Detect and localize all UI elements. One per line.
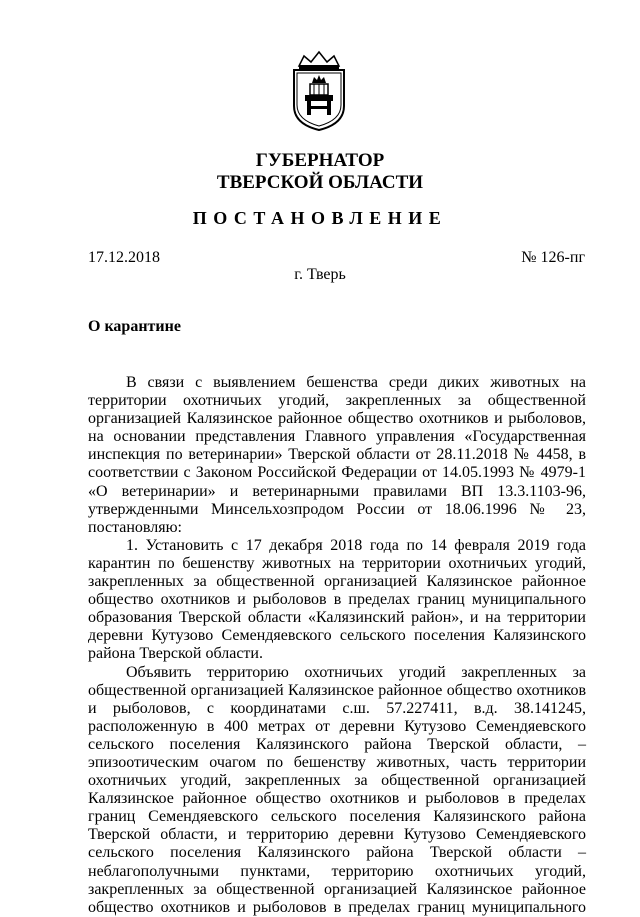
document-city: г. Тверь [294,266,346,283]
coat-of-arms-icon [290,50,348,132]
document-number: № 126-пг [521,249,585,266]
paragraph-item-1: 1. Установить с 17 декабря 2018 года по 14 февраля 2019 года карантин по бешенству животных на территории охотничьих угодий, закрепленных за общественной организацией Калязинское районное общество охотников и рыболовов в пределах границ муниципального образования Тверской области «Калязинский район», и на территории деревни Кутузово Семендяевского сельского поселения Калязинского района Тверской области. [88,536,586,663]
document-type: ПОСТАНОВЛЕНИЕ [192,208,448,228]
issuer-title: ГУБЕРНАТОР [255,150,385,171]
document-subject: О карантине [88,318,181,335]
paragraph-declare: Объявить территорию охотничьих угодий закрепленных за общественной организацией Калязинское районное общество охотников и рыболовов, с координатами с.ш. 57.227411, в.д. 38.141245, расположенную в 400 метрах от деревни Кутузово Семендяевского сельского поселения Калязинского района Тверской области, – эпизоотическим очагом по бешенству животных, часть территории охотничьих угодий, закрепленных за общественной организацией Калязинское районное общество охотников и рыболовов в пределах границ Семендяевского сельского поселения Калязинского района Тверской области, и территорию деревни Кутузово Семендяевского сельского поселения Калязинского района Тверской области – неблагополучными пунктами, территорию охотничьих угодий, закрепленных за общественной организацией Калязинское районное общество охотников и рыболовов в пределах границ муниципального [88,663,586,916]
document-body [88,374,586,917]
issuer-region: ТВЕРСКОЙ ОБЛАСТИ [216,172,424,193]
document-date: 17.12.2018 [88,249,160,266]
paragraph-preamble: В связи с выявлением бешенства среди диких животных на территории охотничьих угодий, закрепленных за общественной организацией Калязинское районное общество охотников и рыболовов, на основании представления Главного управления «Государственная инспекция по ветеринарии» Тверской области от 28.11.2018 № 4458, в соответствии с Законом Российской Федерации от 14.05.1993 № 4979-1 «О ветеринарии» и ветеринарными правилами ВП 13.3.1103-96, утвержденными Минсельхозпродом России от 18.06.1996 № 23, постановляю: [88,374,586,536]
